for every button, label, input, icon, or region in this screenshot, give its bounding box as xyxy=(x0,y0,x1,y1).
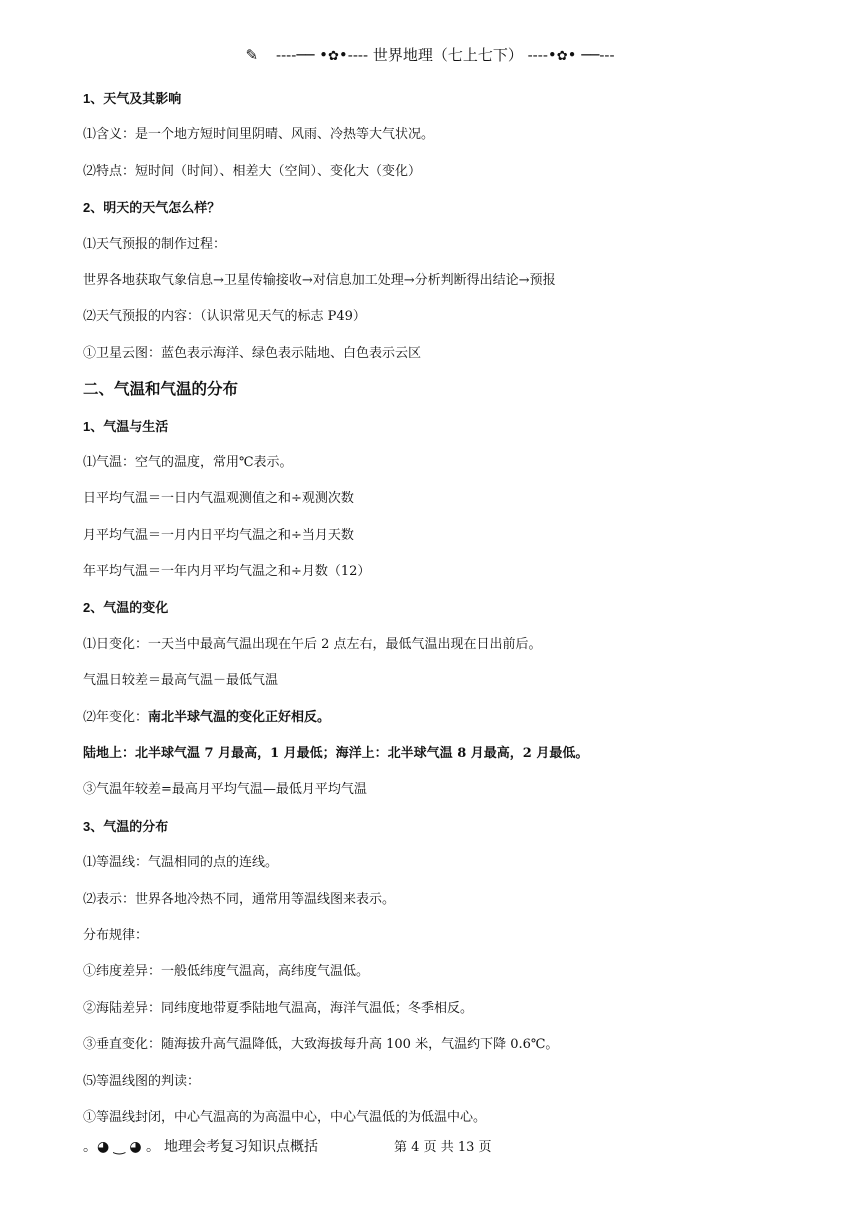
annual-change-label: ⑵年变化： xyxy=(83,709,149,725)
text-line: ⑵特点：短时间（时间）、相差大（空间）、变化大（变化） xyxy=(83,163,422,179)
flower-icon-left: ✿ xyxy=(328,49,339,64)
header-left-decoration: ----── • xyxy=(276,46,328,64)
text-line: ⑴等温线：气温相同的点的连线。 xyxy=(83,855,279,871)
pencil-icon: ✎ xyxy=(245,46,259,64)
text-line: 世界各地获取气象信息→卫星传输接收→对信息加工处理→分析判断得出结论→预报 xyxy=(83,272,556,288)
header-title: 世界地理（七上七下） xyxy=(372,46,523,64)
section-heading-temperature: 二、气温和气温的分布 xyxy=(83,381,239,399)
text-line-land-sea: 陆地上：北半球气温 7 月最高，1 月最低；海洋上：北半球气温 8 月最高，2 月最低。 xyxy=(83,746,589,762)
footer-label: 地理会考复习知识点概括 xyxy=(164,1139,319,1155)
text-line: ⑴气温：空气的温度，常用℃表示。 xyxy=(83,454,293,470)
text-line: 年平均气温＝一年内月平均气温之和÷月数（12） xyxy=(83,564,371,580)
text-line: ③垂直变化：随海拔升高气温降低，大致海拔每升高 100 米，气温约下降 0.6℃。 xyxy=(83,1037,559,1053)
text-line: 分布规律： xyxy=(83,927,149,943)
text-line: ②海陆差异：同纬度地带夏季陆地气温高，海洋气温低；冬季相反。 xyxy=(83,1000,474,1016)
text-line: ①卫星云图：蓝色表示海洋、绿色表示陆地、白色表示云区 xyxy=(83,345,422,361)
text-line: 月平均气温＝一月内日平均气温之和÷当月天数 xyxy=(83,527,354,543)
heading-temperature-and-life: 1、气温与生活 xyxy=(83,418,169,434)
header-left-tail: •---- xyxy=(338,46,369,64)
page-header xyxy=(0,44,860,65)
flower-icon-right: ✿ xyxy=(556,49,568,64)
text-line: ⑴天气预报的制作过程： xyxy=(83,236,227,252)
text-line: ⑴日变化：一天当中最高气温出现在午后 2 点左右，最低气温出现在日出前后。 xyxy=(83,636,542,652)
heading-weather-and-effects: 1、天气及其影响 xyxy=(83,91,182,106)
text-line: ①纬度差异：一般低纬度气温高，高纬度气温低。 xyxy=(83,964,370,980)
text-line-annual-change xyxy=(83,707,783,743)
header-right-head: ----• xyxy=(527,46,557,64)
page-footer xyxy=(83,1136,492,1156)
heading-tomorrow-weather: 2、明天的天气怎么样？ xyxy=(83,200,221,216)
text-line: 气温日较差＝最高气温－最低气温 xyxy=(83,673,279,689)
text-line: ⑵表示：世界各地冷热不同，通常用等温线图来表示。 xyxy=(83,891,396,907)
heading-temperature-distribution: 3、气温的分布 xyxy=(83,818,169,834)
header-right-decoration: • ──--- xyxy=(567,46,615,64)
footer-decoration: 。◕ ‿ ◕ 。 xyxy=(83,1139,161,1155)
text-line: ⑵天气预报的内容：（认识常见天气的标志 P49） xyxy=(83,309,366,325)
text-line: ⑴含义：是一个地方短时间里阴晴、风雨、冷热等大气状况。 xyxy=(83,127,435,143)
text-line: 日平均气温＝一日内气温观测值之和÷观测次数 xyxy=(83,491,354,507)
text-line: ①等温线封闭，中心气温高的为高温中心，中心气温低的为低温中心。 xyxy=(83,1109,487,1125)
page-number: 第 4 页 共 13 页 xyxy=(394,1140,492,1155)
document-body xyxy=(83,88,783,1143)
text-line: ③气温年较差=最高月平均气温—最低月平均气温 xyxy=(83,782,367,798)
annual-change-emphasis: 南北半球气温的变化正好相反。 xyxy=(148,709,331,725)
text-line: ⑸等温线图的判读： xyxy=(83,1073,201,1089)
heading-temperature-change: 2、气温的变化 xyxy=(83,600,169,616)
